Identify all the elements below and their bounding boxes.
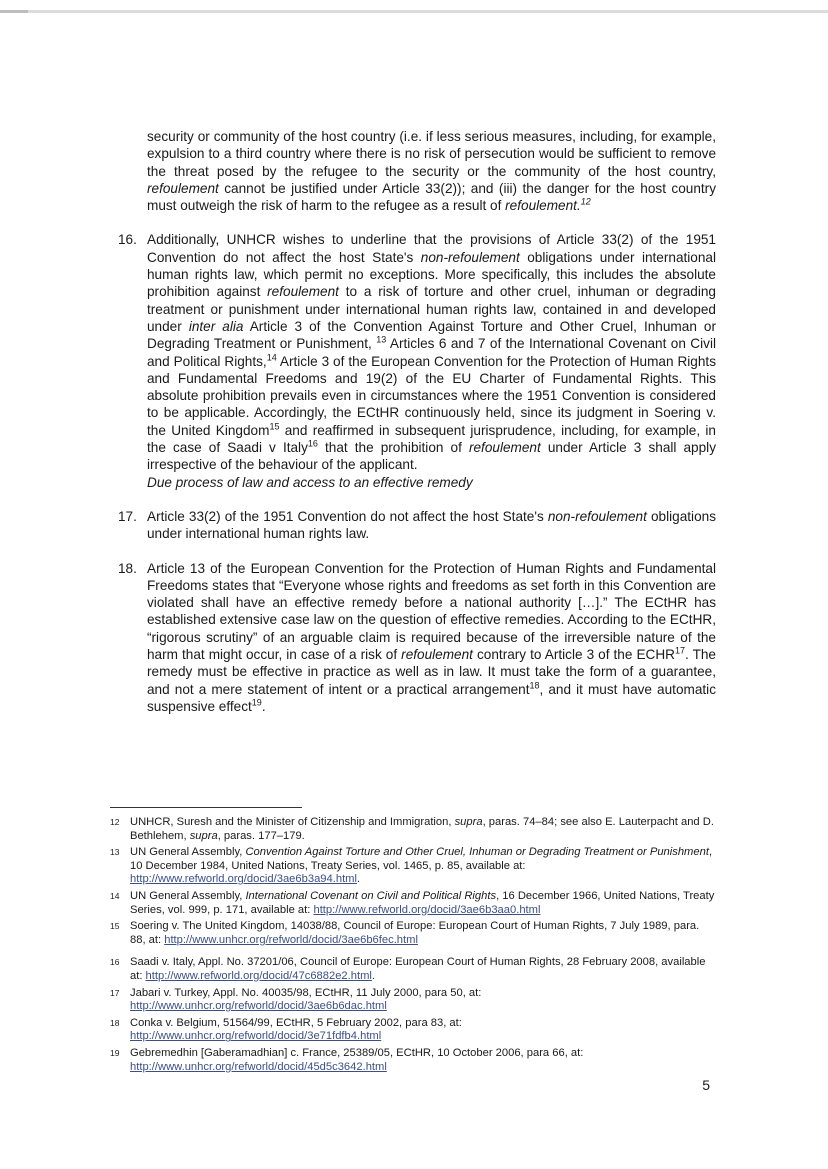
paragraph-18: 18. Article 13 of the European Convention for the Protection of Human Rights and Fundamental Freedoms states that “Everyone whose rights and freedoms as set forth in this Convention are violated shall have an effective remedy before a national authority […].” The ECtHR has established extensive case law on the question of effective remedies. According to the ECtHR, “rigorous scrutiny” of an arguable claim is required because of the irreversible nature of the harm that might occur, in case of a risk of refoulement contrary to Article 3 of the ECHR$^{17}$. The remedy must be effective in practice as well as in law. It must take the form of a guarantee, and not a mere statement of intent or a practical arrangement$^{18}$, and it must have automatic suspensive effect$^{19}$. xyxy=(118,560,716,714)
scan-top-edge-mark xyxy=(0,10,28,13)
paragraph-number: 18. xyxy=(118,560,137,576)
footnote-19-link[interactable]: http://www.unhcr.org/refworld/docid/45d5c3642.html xyxy=(130,1060,387,1073)
footnote-ref-17: 17 xyxy=(674,645,685,656)
paragraph-15-continuation: security or community of the host country (i.e. if less serious measures, including, for example, expulsion to a third country where there is no risk of persecution would be sufficient to remove the threat posed by the refugee to the security or the community of the host country, refoulement cannot be justified under Article 33(2)); and (iii) the danger for the host country must outweigh the risk of harm to the refugee as a result of refoulement.$^{12}$ xyxy=(147,129,716,214)
footnote-ref-12: 12 xyxy=(580,196,591,207)
footnote-ref-15: 15 xyxy=(269,421,280,432)
section-heading: Due process of law and access to an effective remedy xyxy=(147,474,473,490)
paragraph-17: 17. Article 33(2) of the 1951 Convention do not affect the host State's non-refoulement obligations under international human rights law. xyxy=(118,508,716,542)
footnote-16: 16 Saadi v. Italy, Appl. No. 37201/06, Council of Europe: European Court of Human Rights, 28 February 2008, available at: http://www.refworld.org/docid/47c6882e2.html. xyxy=(110,956,706,982)
paragraph-number: 17. xyxy=(118,508,137,524)
footnote-18-link[interactable]: http://www.unhcr.org/refworld/docid/3e71fdfb4.html xyxy=(130,1030,382,1043)
footnote-ref-16: 16 xyxy=(307,438,318,449)
footnote-18: 18 Conka v. Belgium, 51564/99, ECtHR, 5 February 2002, para 83, at: http://www.unhcr.org/refworld/docid/3e71fdfb4.html xyxy=(110,1016,462,1043)
footnote-12: 12 UNHCR, Suresh and the Minister of Citizenship and Immigration, supra, paras. 74–84; see also E. Lauterpacht and D. Bethlehem, supra, paras. 177–179. xyxy=(110,816,714,842)
footnote-ref-13: 13 xyxy=(376,334,387,345)
footnote-14: 14 UN General Assembly, International Covenant on Civil and Political Rights, 16 December 1966, United Nations, Treaty Series, vol. 999, p. 171, available at: http://www.refworld.org/docid/3ae6b3aa0.html xyxy=(110,890,715,916)
footnote-ref-18: 18 xyxy=(529,680,540,691)
scan-top-edge xyxy=(0,10,828,13)
footnote-15: 15 Soering v. The United Kingdom, 14038/88, Council of Europe: European Court of Human Rights, 7 July 1989, para. 88, at: http://www.unhcr.org/refworld/docid/3ae6b6fec.html xyxy=(110,920,700,946)
main-text xyxy=(118,128,716,715)
footnote-separator xyxy=(110,807,302,808)
footnote-17: 17 Jabari v. Turkey, Appl. No. 40035/98, ECtHR, 11 July 2000, para 50, at: http://www.unhcr.org/refworld/docid/3ae6b6dac.html xyxy=(110,986,482,1013)
footnote-ref-19: 19 xyxy=(251,697,262,708)
footnote-19: 19 Gebremedhin [Gaberamadhian] c. France, 25389/05, ECtHR, 10 October 2006, para 66, at: http://www.unhcr.org/refworld/docid/45d5c3642.html xyxy=(110,1047,584,1073)
paragraph-16: 16. Additionally, UNHCR wishes to underline that the provisions of Article 33(2) of the 1951 Convention do not affect the host State's non-refoulement obligations under international human rights law, which permit no exceptions. More specifically, this includes the absolute prohibition against refoulement to a risk of torture and other cruel, inhuman or degrading treatment or punishment under international human rights law, contained in and developed under inter alia Article 3 of the Convention Against Torture and Other Cruel, Inhuman or Degrading Treatment or Punishment, $^{13}$ Articles 6 and 7 of the International Covenant on Civil and Political Rights,$^{14}$ Article 3 of the European Convention for the Protection of Human Rights and Fundamental Freedoms and 19(2) of the EU Charter of Fundamental Rights. This absolute prohibition prevails even in circumstances where the 1951 Convention is considered to be applicable. Accordingly, the ECtHR continuously held, since its judgment in Soering v. the United Kingdom$^{15}$ and reaffirmed in subsequent jurisprudence, including, for example, in the case of Saadi v Italy$^{16}$ that the prohibition of refoulement under Article 3 shall apply irrespective of the behaviour of the applicant. xyxy=(118,232,717,473)
footnotes xyxy=(110,816,716,1078)
footnote-13-link[interactable]: http://www.refworld.org/docid/3ae6b3a94.html xyxy=(130,873,357,886)
footnote-17-link[interactable]: http://www.unhcr.org/refworld/docid/3ae6b6dac.html xyxy=(130,1000,387,1013)
footnote-14-link[interactable]: http://www.refworld.org/docid/3ae6b3aa0.html xyxy=(313,903,541,916)
footnote-ref-14: 14 xyxy=(266,352,277,363)
paragraph-number: 16. xyxy=(118,232,137,248)
footnote-16-link[interactable]: http://www.refworld.org/docid/47c6882e2.html xyxy=(145,969,372,982)
footnote-13: 13 UN General Assembly, Convention Against Torture and Other Cruel, Inhuman or Degrading Treatment or Punishment, 10 December 1984, United Nations, Treaty Series, vol. 1465, p. 85, available at: http://www.refworld.org/docid/3ae6b3a94.html. xyxy=(110,846,713,886)
page-number: 5 xyxy=(702,1077,710,1093)
footnote-15-link[interactable]: http://www.unhcr.org/refworld/docid/3ae6b6fec.html xyxy=(164,933,418,946)
